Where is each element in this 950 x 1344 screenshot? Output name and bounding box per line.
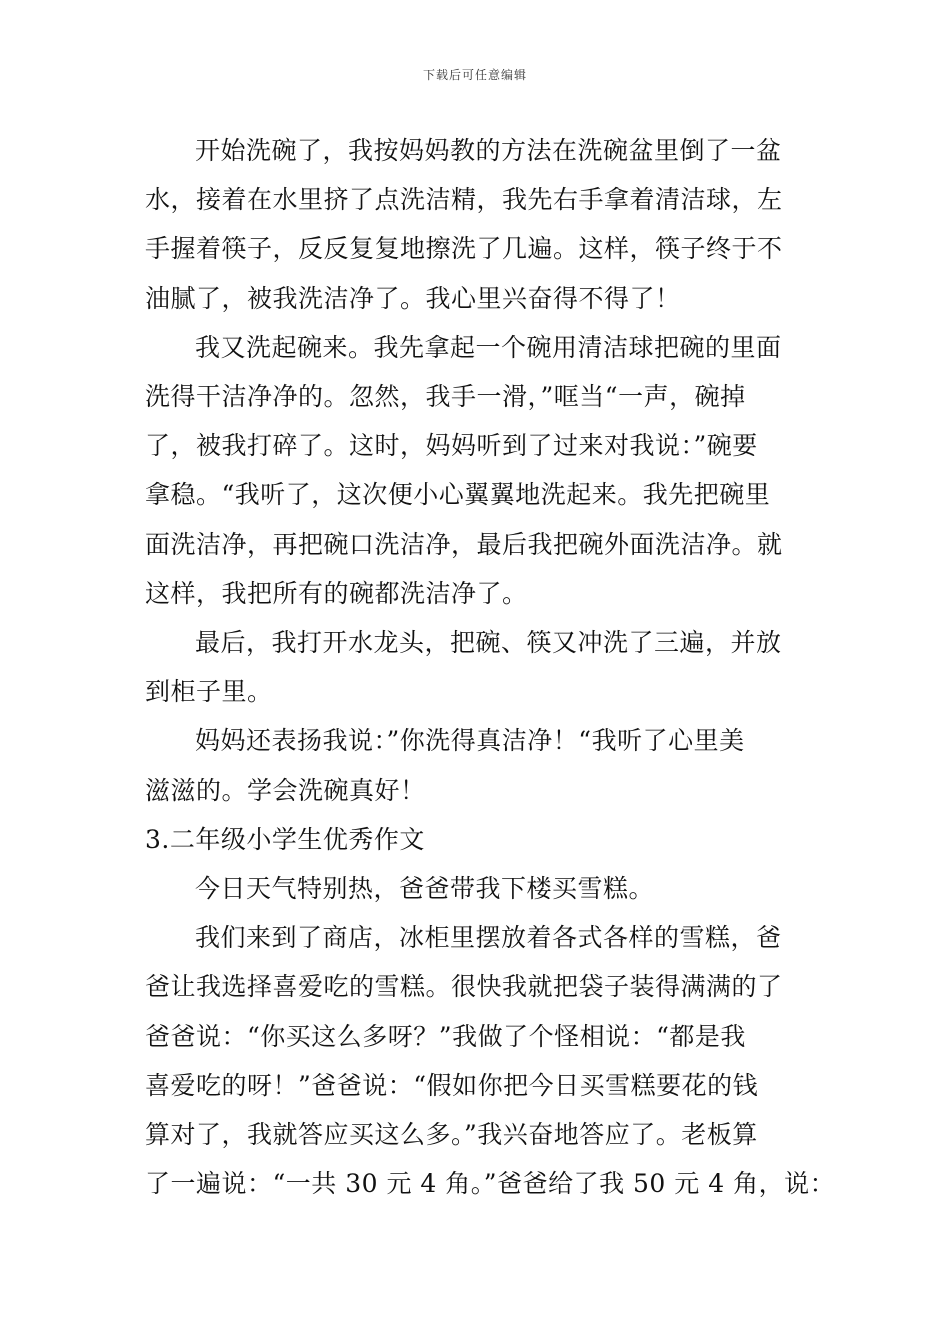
paragraph: [145, 618, 810, 716]
text-line: 我又洗起碗来。我先拿起一个碗用清洁球把碗的里面: [195, 332, 782, 362]
paragraph: [145, 126, 810, 323]
page-header: 下载后可任意编辑: [422, 68, 527, 82]
paragraph: [145, 913, 836, 1208]
text-line: 今日天气特别热，爸爸带我下楼买雪糕。: [195, 874, 655, 904]
paragraph: [145, 716, 810, 814]
text-line: 喜爱吃的呀！”爸爸说：“假如你把今日买雪糕要花的钱: [145, 1070, 759, 1100]
text-line: 水，接着在水里挤了点洗洁精，我先右手拿着清洁球，左: [145, 185, 783, 215]
text-line: 了一遍说：“一共 30 元 4 角。”爸爸给了我 50 元 4 角，说：: [145, 1169, 836, 1199]
text-line: 算对了，我就答应买这么多。”我兴奋地答应了。老板算: [145, 1120, 758, 1150]
text-line: 面洗洁净，再把碗口洗洁净，最后我把碗外面洗洁净。就: [145, 529, 783, 559]
text-line: 爸爸说：“你买这么多呀？”我做了个怪相说：“都是我: [145, 1021, 746, 1051]
text-line: 最后，我打开水龙头，把碗、筷又冲洗了三遍，并放: [195, 628, 782, 658]
section-heading: 3.二年级小学生优秀作文: [145, 824, 425, 854]
text-line: 爸让我选择喜爱吃的雪糕。很快我就把袋子装得满满的了: [145, 972, 783, 1002]
text-line: 滋滋的。学会洗碗真好！: [145, 775, 426, 805]
text-line: 手握着筷子，反反复复地擦洗了几遍。这样，筷子终于不: [145, 234, 783, 264]
text-line: 了，被我打碎了。这时，妈妈听到了过来对我说：”碗要: [145, 431, 758, 461]
text-line: 这样，我把所有的碗都洗洁净了。: [145, 578, 528, 608]
text-line: 到柜子里。: [145, 677, 273, 707]
text-line: 油腻了，被我洗洁净了。我心里兴奋得不得了！: [145, 283, 681, 313]
text-line: 我们来到了商店，冰柜里摆放着各式各样的雪糕，爸: [195, 923, 782, 953]
document-body: [145, 126, 836, 1208]
text-line: 洗得干洁净净的。忽然，我手一滑，”哐当“一声，碗掉: [145, 382, 746, 412]
text-line: 妈妈还表扬我说：”你洗得真洁净！“我听了心里美: [195, 726, 745, 756]
text-line: 开始洗碗了，我按妈妈教的方法在洗碗盆里倒了一盆: [195, 136, 782, 165]
paragraph: [145, 864, 810, 913]
text-line: 拿稳。“我听了，这次便小心翼翼地洗起来。我先把碗里: [145, 480, 771, 510]
paragraph: [145, 323, 810, 618]
